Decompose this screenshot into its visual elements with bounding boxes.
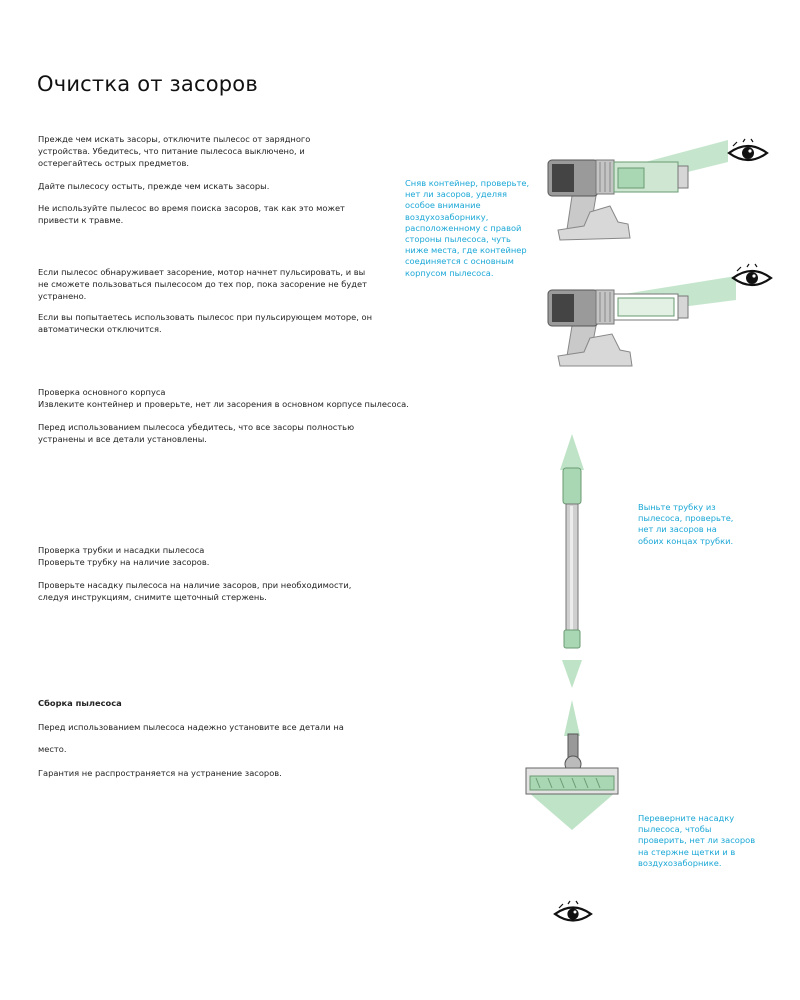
intro-paragraph-2: Дайте пылесосу остыть, прежде чем искать засоры.	[38, 181, 270, 191]
wand-paragraph-2: Проверьте насадку пылесоса на наличие засоров, при необходимости, следуя инструкциям, снимите щеточный стержень.	[38, 580, 352, 602]
pulse-paragraph-1: Если пылесос обнаруживает засорение, мотор начнет пульсировать, и вы не сможете пользоваться пылесосом до тех пор, пока засорение не будет устранено.	[38, 267, 367, 301]
bin-note: Сняв контейнер, проверьте, нет ли засоров, уделяя особое внимание воздухозаборнику, расположенному с правой стороны пылесоса, чуть ниже места, где контейнер соединяется с основным корпусом пылесоса.	[405, 178, 530, 278]
pulse-paragraph-2: Если вы попытаетесь использовать пылесос при пульсирующем моторе, он автоматически отключится.	[38, 312, 372, 334]
assembly-paragraph-1: Перед использованием пылесоса надежно установите все детали на	[38, 722, 344, 732]
wand-heading: Проверка трубки и насадки пылесоса	[38, 545, 205, 555]
head-note: Переверните насадку пылесоса, чтобы проверить, нет ли засоров на стержне щетки и в воздухозаборнике.	[638, 813, 756, 868]
assembly-paragraph-2: место.	[38, 744, 67, 754]
main-body-paragraph-2: Перед использованием пылесоса убедитесь, что все засоры полностью устранены и все детали установлены.	[38, 422, 355, 444]
wand-illustration	[560, 434, 584, 688]
main-body-paragraph-1: Извлеките контейнер и проверьте, нет ли засорения в основном корпусе пылесоса.	[38, 399, 409, 409]
intro-paragraph-1: Прежде чем искать засоры, отключите пылесос от зарядного устройства. Убедитесь, что питание пылесоса выключено, и остерегайтесь острых предметов.	[38, 134, 311, 168]
cleaner-head-illustration	[526, 700, 618, 830]
wand-note: Выньте трубку из пылесоса, проверьте, нет ли засоров на обоих концах трубки.	[638, 502, 734, 546]
page-title: Очистка от засоров	[37, 72, 258, 96]
eye-icon	[733, 264, 771, 285]
wand-paragraph-1: Проверьте трубку на наличие засоров.	[38, 557, 210, 567]
vacuum-illustration-top	[548, 140, 728, 240]
vacuum-illustration-bin-removed	[548, 276, 736, 366]
assembly-heading: Сборка пылесоса	[38, 698, 122, 708]
eye-icon	[729, 139, 767, 160]
eye-icon	[555, 901, 591, 921]
assembly-paragraph-3: Гарантия не распространяется на устранение засоров.	[38, 768, 282, 778]
intro-paragraph-3: Не используйте пылесос во время поиска засоров, так как это может привести к травме.	[38, 203, 345, 225]
main-body-heading: Проверка основного корпуса	[38, 387, 166, 397]
